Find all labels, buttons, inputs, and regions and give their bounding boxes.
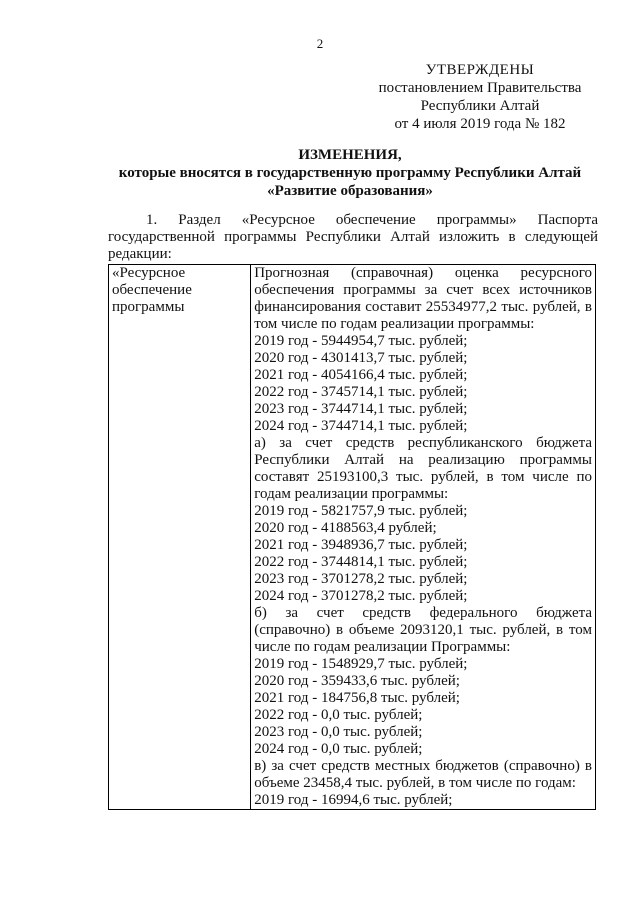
approval-line-3: от 4 июля 2019 года № 182	[394, 116, 566, 132]
body-line: 2020 год - 4188563,4 рублей;	[254, 520, 437, 536]
body-line: обеспечения программы за счет всех источников	[254, 282, 592, 298]
body-line: 2024 год - 0,0 тыс. рублей;	[254, 741, 423, 757]
approval-line-1: постановлением Правительства	[378, 80, 582, 96]
body-line: а) за счет средств республиканского бюджета	[254, 435, 592, 451]
label-line: программы	[112, 299, 185, 315]
body-line: финансирования составит 25534977,2 тыс. рублей, в	[254, 299, 592, 315]
body-line: 2022 год - 0,0 тыс. рублей;	[254, 707, 423, 723]
body-line: 2023 год - 3744714,1 тыс. рублей;	[254, 401, 468, 417]
body-line: 2019 год - 5944954,7 тыс. рублей;	[254, 333, 468, 349]
intro-line-3: редакции:	[108, 246, 172, 262]
body-line: составят 25193100,3 тыс. рублей, в том числе по	[254, 469, 592, 485]
body-line: числе по годам реализации Программы:	[254, 639, 511, 655]
approval-line-2: Республики Алтай	[420, 98, 540, 114]
body-line: 2020 год - 4301413,7 тыс. рублей;	[254, 350, 468, 366]
body-line: 2021 год - 4054166,4 тыс. рублей;	[254, 367, 468, 383]
resource-body-cell	[251, 265, 596, 810]
body-line: 2019 год - 5821757,9 тыс. рублей;	[254, 503, 468, 519]
body-line: 2024 год - 3701278,2 тыс. рублей;	[254, 588, 468, 604]
approval-title: УТВЕРЖДЕНЫ	[425, 62, 535, 78]
approval-block	[360, 61, 600, 133]
body-line: 2021 год - 3948936,7 тыс. рублей;	[254, 537, 468, 553]
body-line: 2019 год - 16994,6 тыс. рублей;	[254, 792, 453, 808]
heading-line-2: которые вносятся в государственную программу Республики Алтай	[118, 165, 582, 181]
label-line: «Ресурсное	[112, 265, 186, 281]
table-row	[109, 265, 596, 810]
resource-label-cell	[109, 265, 251, 810]
body-line: б) за счет средств федерального бюджета	[254, 605, 592, 621]
body-line: в) за счет средств местных бюджетов (справочно) в	[254, 758, 592, 774]
body-line: объеме 23458,4 тыс. рублей, в том числе по годам:	[254, 775, 576, 791]
intro-line-2: государственной программы Республики Алтай изложить в следующей	[108, 229, 598, 245]
heading-line-1: ИЗМЕНЕНИЯ,	[298, 147, 402, 163]
body-line: 2022 год - 3744814,1 тыс. рублей;	[254, 554, 468, 570]
body-line: 2022 год - 3745714,1 тыс. рублей;	[254, 384, 468, 400]
body-line: годам реализации программы:	[254, 486, 449, 502]
body-line: 2019 год - 1548929,7 тыс. рублей;	[254, 656, 468, 672]
body-line: 2023 год - 3701278,2 тыс. рублей;	[254, 571, 468, 587]
label-line: обеспечение	[112, 282, 192, 298]
body-line: (справочно) в объеме 2093120,1 тыс. рублей, в том	[254, 622, 592, 638]
body-line: Прогнозная (справочная) оценка ресурсного	[254, 265, 592, 281]
body-line: 2020 год - 359433,6 тыс. рублей;	[254, 673, 460, 689]
heading-line-3: «Развитие образования»	[267, 183, 433, 199]
page-number: 2	[316, 36, 324, 51]
passport-table	[108, 264, 596, 810]
body-line: Республики Алтай на реализацию программы	[254, 452, 592, 468]
body-line: 2023 год - 0,0 тыс. рублей;	[254, 724, 423, 740]
body-line: 2021 год - 184756,8 тыс. рублей;	[254, 690, 460, 706]
body-line: том числе по годам реализации программы:	[254, 316, 535, 332]
document-heading	[100, 146, 600, 200]
body-line: 2024 год - 3744714,1 тыс. рублей;	[254, 418, 468, 434]
intro-line-1: 1. Раздел «Ресурсное обеспечение программы» Паспорта	[146, 212, 598, 228]
intro-paragraph	[108, 212, 598, 263]
